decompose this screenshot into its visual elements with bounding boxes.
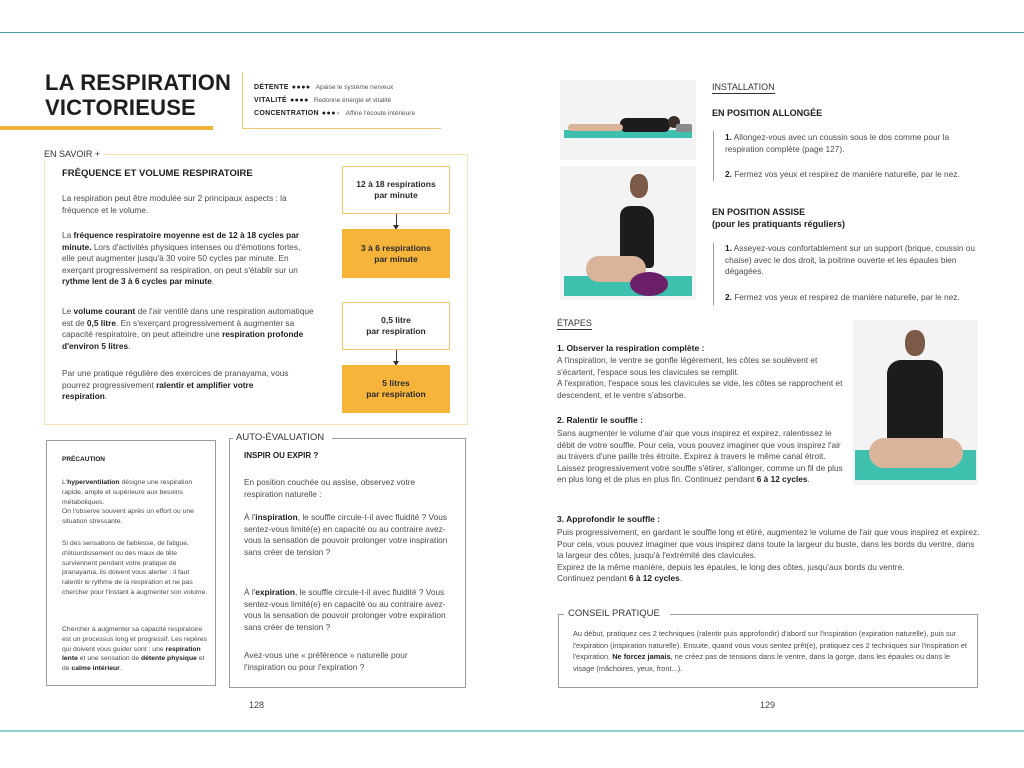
rating-dots: ●●●● — [321, 110, 341, 117]
rating-detente: DÉTENTE ●●●● Apaise le système nerveux — [254, 84, 394, 91]
etapes-heading: ÉTAPES — [557, 318, 592, 328]
arrow-down-icon — [396, 214, 397, 228]
flow-box-volume-deep: 5 litres par respiration — [342, 365, 450, 413]
seated-position-title: EN POSITION ASSISE (pour les pratiquants réguliers) — [712, 207, 846, 229]
en-savoir-label: EN SAVOIR + — [44, 149, 103, 159]
photo-lying-position — [560, 80, 696, 160]
top-rule — [0, 32, 1024, 33]
conseil-pratique-label: CONSEIL PRATIQUE — [568, 608, 660, 619]
box-top-rule — [332, 438, 466, 439]
box-top-rule — [670, 614, 978, 615]
section-title: FRÊQUENCE ET VOLUME RESPIRATOIRE — [62, 168, 253, 179]
paragraph: En position couchée ou assise, observez votre respiration naturelle : — [244, 477, 416, 499]
conseil-text: Au début, pratiquez ces 2 techniques (ralentir puis approfondir) d'abord sur l'inspiration (expiration naturelle), puis sur l'expiration (inspiration naturelle). Ensuite, quand vous vous sentez prêt(e), pratiquez ces 2 techniques sur l'inspiration et l'expiration. Ne forcez jamais, ne créez pas de tensions dans le ventre, dans la gorge, dans les épaules ou dans le visage (mâchoires, yeux, front...). — [573, 629, 967, 673]
benefit-ratings — [242, 72, 441, 129]
box-top-rule — [558, 614, 564, 615]
paragraph: À l'expiration, le souffle circule-t-il avec fluidité ? Vous sentez-vous limité(e) en capacité ou au contraire avez-vous la sensation de pouvoir prolonger votre expiration sans créer de tension ? — [244, 587, 446, 632]
auto-evaluation-title: INSPIR OU EXPIR ? — [244, 451, 319, 460]
box-top-rule — [92, 154, 467, 155]
box-top-rule — [229, 438, 233, 439]
paragraph: La fréquence respiratoire moyenne est de 12 à 18 cycles par minute. Lors d'activités physiques intenses ou d'émotions fortes, elle peut augmenter jusqu'à 30 voire 50 cycles par minute. En exerçant progressivement sa respiration, on peut s'établir sur un rythme lent de 3 à 6 cycles par minute. — [62, 230, 301, 287]
paragraph: Le volume courant de l'air ventilé dans une respiration automatique est de 0,5 litre. En s'exerçant progressivement à augmenter sa capacité respiratoire, on peut atteindre une respiration profonde d'environ 5 litres. — [62, 306, 314, 351]
step-bar — [713, 131, 714, 181]
legs-shape — [869, 438, 963, 468]
rating-vitalite: VITALITÉ ●●●● Redonne énergie et vitalité — [254, 97, 392, 104]
head-shape — [630, 174, 648, 198]
page-number: 128 — [249, 700, 265, 710]
head-shape — [905, 330, 925, 356]
step-title: 1. Observer la respiration complète : — [557, 343, 705, 353]
step-text: Puis progressivement, en gardant le souffle long et étiré, augmentez le volume de l'air que vous inspirez et expirez. Pour cela, vous pouvez imaginer que vous inspirez dans toute la largeur du buste, dans les bords du ventre, dans la largeur des côtes, jusqu'à l'extrémité des clavicules. Expirez de la même manière, depuis les épaules, le long des côtes, jusqu'aux bords du ventre. Continuez pendant 6 à 12 cycles. — [557, 527, 980, 584]
title-underline — [0, 126, 213, 130]
flow-box-frequency-slow: 3 à 6 respirations par minute — [342, 229, 450, 278]
installation-heading: INSTALLATION — [712, 82, 775, 92]
installation-step: 1. Allongez-vous avec un coussin sous le dos comme pour la respiration complète (page 127). — [725, 132, 950, 154]
page-number: 129 — [760, 700, 776, 710]
auto-evaluation-label: AUTO-ÉVALUATION — [236, 432, 325, 443]
installation-step: 1. Asseyez-vous confortablement sur un support (brique, coussin ou chaise) avec le dos droit, la poitrine ouverte et les épaules bien dégagées. — [725, 243, 975, 277]
step-text: A l'inspiration, le ventre se gonfle légèrement, les côtes se soulèvent et s'écartent, l'espace sous les clavicules se remplit. A l'expiration, l'espace sous les clavicules se vide, les côtes se rapprochent et descendent, et le ventre s'absorbe. — [557, 355, 843, 400]
installation-step: 2. Fermez vos yeux et respirez de manière naturelle, par le nez. — [725, 169, 960, 179]
flow-box-frequency-normal: 12 à 18 respirations par minute — [342, 166, 450, 214]
arrow-down-icon — [396, 350, 397, 364]
lying-position-title: EN POSITION ALLONGÉE — [712, 108, 823, 118]
rating-dots: ●●●● — [289, 97, 309, 104]
flow-box-volume-normal: 0,5 litre par respiration — [342, 302, 450, 350]
bottom-rule — [0, 730, 1024, 732]
precaution-title: PRÉCAUTION — [62, 456, 105, 463]
step-title: 2. Ralentir le souffle : — [557, 415, 643, 425]
page-title: LA RESPIRATION VICTORIEUSE — [45, 70, 232, 120]
step-text: Sans augmenter le volume d'air que vous inspirez et expirez, ralentissez le débit de votre souffle. Pour cela, vous pouvez imaginer que vous inspirez l'air au travers d'une paille très étroite. Expirez à travers le même canal étroit. Laissez progressivement votre souffle s'étirer, s'allonger, comme un fil de plus en plus long et de plus en plus fin. Continuez pendant 6 à 12 cycles. — [557, 428, 843, 485]
photo-seated-front — [853, 320, 978, 485]
cushion-shape — [630, 272, 668, 296]
paragraph: Chercher à augmenter sa capacité respiratoire est un processus long et progressif. Les repères qui doivent vous guider sont : une respiration lente et une sensation de détente physique et de calme intérieur. — [62, 626, 208, 673]
paragraph: Par une pratique régulière des exercices de pranayama, vous pourrez progressivement ralentir et amplifier votre respiration. — [62, 368, 289, 402]
body-shape — [620, 118, 670, 132]
rating-concentration: CONCENTRATION ●●●● Affine l'écoute intérieure — [254, 110, 416, 117]
step-bar — [713, 243, 714, 305]
installation-step: 2. Fermez vos yeux et respirez de manière naturelle, par le nez. — [725, 292, 960, 302]
photo-seated-profile — [560, 166, 696, 300]
paragraph: À l'inspiration, le souffle circule-t-il avec fluidité ? Vous sentez-vous limité(e) en capacité ou au contraire avez-vous la sensation de pouvoir prolonger votre inspiration sans créer de tension ? — [244, 512, 448, 557]
paragraph: La respiration peut être modulée sur 2 principaux aspects : la fréquence et le volume. — [62, 193, 287, 215]
legs-shape — [568, 124, 623, 131]
step-title: 3. Approfondir le souffle : — [557, 514, 661, 524]
rating-dots: ●●●● — [291, 84, 311, 91]
paragraph: Avez-vous une « préférence » naturelle pour l'inspiration ou pour l'expiration ? — [244, 650, 408, 672]
paragraph: L'hyperventilation désigne une respiration rapide, ample et supérieure aux besoins métaboliques. On l'observe souvent après un effort ou une situation stressante. — [62, 479, 194, 526]
paragraph: Si des sensations de faiblesse, de fatigue, d'étourdissement ou des maux de tête surviennent pendant votre pratique de pranayama, ils doivent vous alerter : il faut ralentir le rythme de la respiration et ne pas chercher pour l'instant à augmenter son volume. — [62, 540, 208, 596]
body-shape — [887, 360, 943, 445]
cushion-shape — [676, 124, 692, 132]
